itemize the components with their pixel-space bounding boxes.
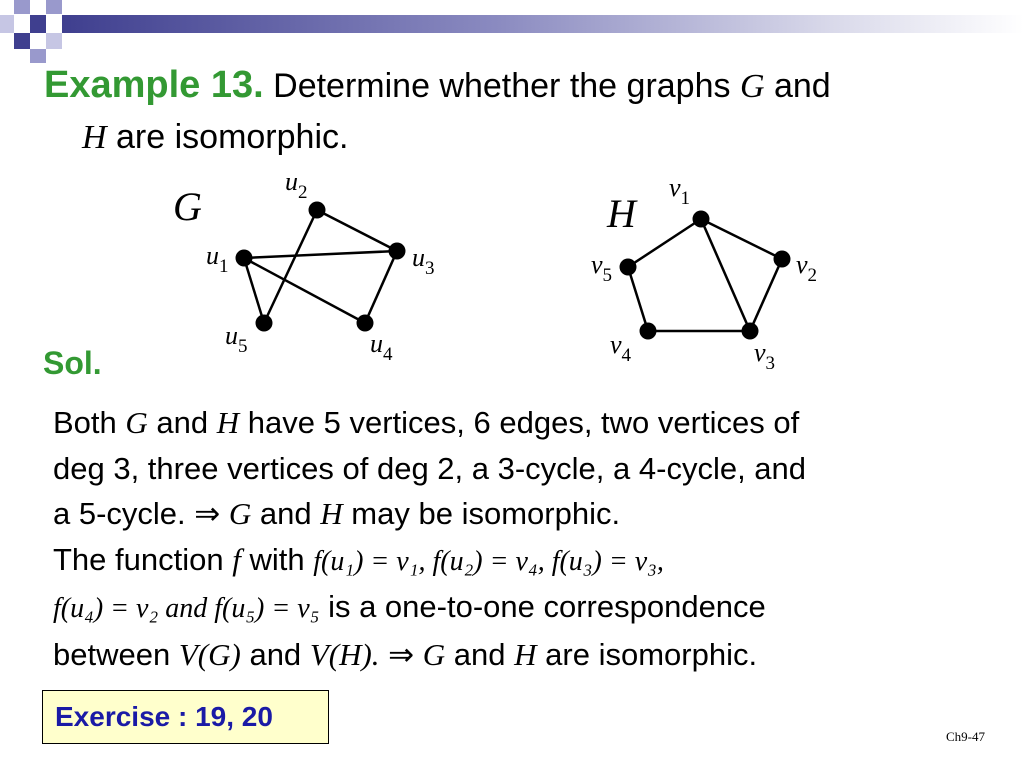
- solution-line-6: [53, 632, 1013, 678]
- graph-vertex: [640, 323, 657, 340]
- graph-vertex: [256, 315, 273, 332]
- text: have 5 vertices, 6 edges, two vertices of: [247, 405, 800, 440]
- graph-h: [591, 173, 817, 374]
- text: Both: [53, 405, 117, 440]
- graph-edge: [244, 251, 397, 258]
- solution-line-2: deg 3, three vertices of deg 2, a 3-cycle, a 4-cycle, and: [53, 450, 807, 486]
- graph-vertex: [774, 251, 791, 268]
- function-symbol: f: [232, 541, 241, 577]
- title-text: Determine whether the graphs: [273, 67, 731, 105]
- solution-line-4: [53, 537, 1013, 585]
- graph-edge: [750, 259, 782, 331]
- vertex-label-u4: $u_4$: [370, 329, 393, 365]
- vertex-label-u2: $u_2$: [285, 167, 308, 203]
- text: and: [259, 496, 312, 531]
- vertex-label-v1: $v_1$: [669, 173, 691, 209]
- vertex-label-v5: $v_5$: [591, 250, 613, 286]
- graph-vertex: [620, 259, 637, 276]
- exercise-box: Exercise : 19, 20: [42, 690, 329, 744]
- title-and: and: [773, 67, 831, 105]
- solution-label: Sol.: [43, 345, 102, 381]
- implies-arrow-icon: ⇒: [388, 636, 415, 672]
- graph-edge: [701, 219, 782, 259]
- vertex-label-v2: $v_2$: [796, 250, 818, 286]
- graph-edge: [628, 219, 701, 267]
- graph-h-ref: H: [320, 496, 343, 531]
- text: and: [453, 636, 506, 672]
- graph-g-ref: G: [422, 636, 446, 672]
- graph-edge: [365, 251, 397, 323]
- title-graph-g: G: [739, 68, 765, 105]
- graph-edge: [628, 267, 648, 331]
- text: a 5-cycle.: [53, 496, 186, 531]
- solution-line-5: [53, 584, 1013, 632]
- mapping-formula: f(u₁) = v₁, f(u₂) = v₄, f(u₃) = v₃,: [313, 545, 664, 577]
- graph-h-ref: H: [216, 405, 240, 440]
- graph-g: [173, 167, 435, 365]
- vertex-label-u5: $u_5$: [225, 321, 248, 357]
- solution-line-1: [53, 400, 1013, 446]
- page-number: Ch9-47: [946, 729, 985, 744]
- text: The function: [53, 541, 224, 577]
- vertex-label-u1: $u_1$: [206, 241, 229, 277]
- title-text-end: are isomorphic.: [116, 118, 349, 156]
- graph-g-ref: G: [125, 405, 148, 440]
- solution-line-3: [53, 491, 1013, 537]
- graph-h-label: H: [607, 191, 636, 236]
- text: with: [249, 541, 305, 577]
- text: are isomorphic.: [545, 636, 758, 672]
- vertex-label-v3: $v_3$: [754, 338, 776, 374]
- graph-vertex: [742, 323, 759, 340]
- text: may be isomorphic.: [351, 496, 621, 531]
- graph-edge: [264, 210, 317, 323]
- text: between: [53, 636, 171, 672]
- graph-h-ref: H: [514, 636, 537, 672]
- vertex-set-g: V(G): [178, 636, 241, 672]
- graph-edge: [317, 210, 397, 251]
- vertex-label-v4: $v_4$: [610, 330, 632, 366]
- example-heading: Example 13.: [44, 64, 264, 106]
- graph-vertex: [236, 250, 253, 267]
- vertex-set-h: V(H).: [309, 636, 380, 672]
- implies-arrow-icon: ⇒: [194, 496, 221, 531]
- solution-body: [53, 400, 1013, 677]
- vertex-label-u3: $u_3$: [412, 243, 435, 279]
- mapping-formula: f(u₄) = v₂ and f(u₅) = v₅: [53, 593, 320, 624]
- graph-edge: [701, 219, 750, 331]
- graph-g-label: G: [173, 184, 202, 229]
- text: and: [156, 405, 209, 440]
- text: and: [249, 636, 302, 672]
- graph-vertex: [389, 243, 406, 260]
- title-graph-h: H: [82, 119, 107, 156]
- graph-vertex: [309, 202, 326, 219]
- graph-g-ref: G: [228, 496, 252, 531]
- graph-vertex: [693, 211, 710, 228]
- text: is a one-to-one correspondence: [328, 589, 766, 624]
